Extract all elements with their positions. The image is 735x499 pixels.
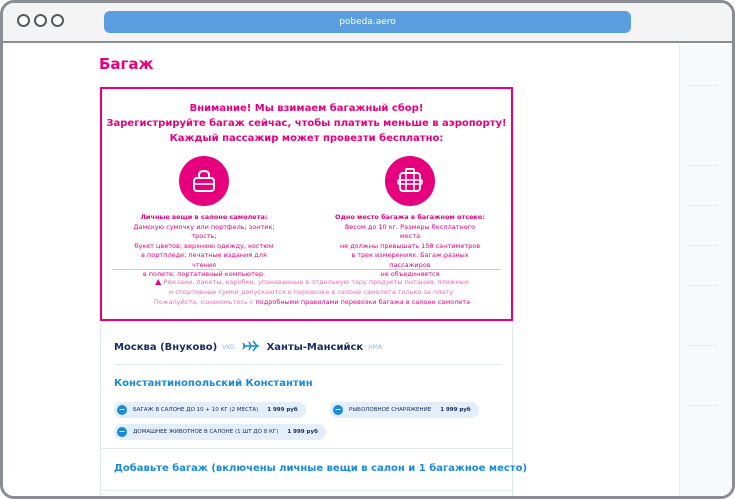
warning-icon: ▲ [155, 277, 162, 286]
origin-city: Москва (Внуково) [114, 341, 218, 353]
origin-code: VKO [222, 343, 235, 351]
notice-headline: Внимание! Мы взимаем багажный сбор! Зарегистрируйте багаж сейчас, чтобы платить меньше в аэропорту! Каждый пассажир может провезти бесплатно: [106, 103, 507, 144]
suitcase-icon [385, 156, 435, 206]
service-price: 1 999 руб [287, 429, 318, 435]
personal-items-info: Личные вещи в салоне самолета: Дамскую сумочку или портфель; зонтик; трость; букет цветов; верхнюю одежду, костюм в портпледе; печатные издания для чтения в полете; портативный компьютер. [133, 213, 275, 278]
remove-service-button[interactable]: − [118, 427, 126, 436]
window-control-dot[interactable] [51, 14, 64, 27]
remove-service-button[interactable]: − [334, 405, 342, 414]
add-baggage-section[interactable] [101, 448, 528, 496]
service-price: 1 999 руб [440, 407, 471, 413]
handbag-icon [179, 156, 229, 206]
window-control-dot[interactable] [34, 14, 47, 27]
divider [114, 364, 501, 365]
browser-toolbar [3, 3, 732, 43]
add-baggage-title[interactable]: Добавьте багаж (включены личные вещи в салон и 1 багажное место) [114, 463, 528, 474]
service-label: БАГАЖ В САЛОНЕ ДО 10 + 10 КГ (2 МЕСТА) [133, 407, 259, 413]
side-panel [679, 45, 732, 496]
window-control-dot[interactable] [17, 14, 30, 27]
baggage-fee-notice [100, 87, 513, 321]
passenger-name: Константинопольский Константин [114, 378, 313, 389]
address-bar[interactable]: pobeda.aero [104, 11, 631, 33]
plane-icon [242, 340, 260, 355]
service-chip[interactable] [114, 402, 306, 418]
destination-city: Ханты-Мансийск [266, 341, 364, 353]
checked-baggage-info: Одно место багажа в багажном отсеке: Весом до 10 кг. Размеры бесплатного места не должны превышать 158 сантиметров в трех измерениях. Багаж разных пассажиров не объединяется [335, 213, 485, 278]
service-price: 1 999 руб [267, 407, 298, 413]
page-content [3, 45, 732, 496]
baggage-panel [100, 326, 528, 496]
service-chip[interactable] [330, 402, 479, 418]
page-title: Багаж [99, 55, 154, 73]
notice-divider [112, 269, 501, 270]
cabin-rules-link[interactable]: подробными правилами перевозки багажа в салоне самолета [255, 298, 471, 306]
service-chip[interactable] [114, 424, 326, 440]
service-label: РЫБОЛОВНОЕ СНАРЯЖЕНИЕ [349, 407, 432, 413]
destination-code: HMA [368, 343, 382, 351]
remove-service-button[interactable]: − [118, 405, 126, 414]
divider [101, 490, 512, 491]
service-label: ДОМАШНЕЕ ЖИВОТНОЕ В САЛОНЕ (1 ШТ ДО 8 КГ) [133, 429, 279, 435]
flight-route [114, 338, 382, 356]
cabin-warning: ▲ Рюкзаки, пакеты, коробки, упакованные в отдельную тару продукты питания, пляжные и спортивные сумки допускаются к перевозке в салоне самолета только за плату. Пожалуйста, ознакомьтесь с подробными правилами перевозки багажа в салоне самолета [153, 277, 471, 306]
